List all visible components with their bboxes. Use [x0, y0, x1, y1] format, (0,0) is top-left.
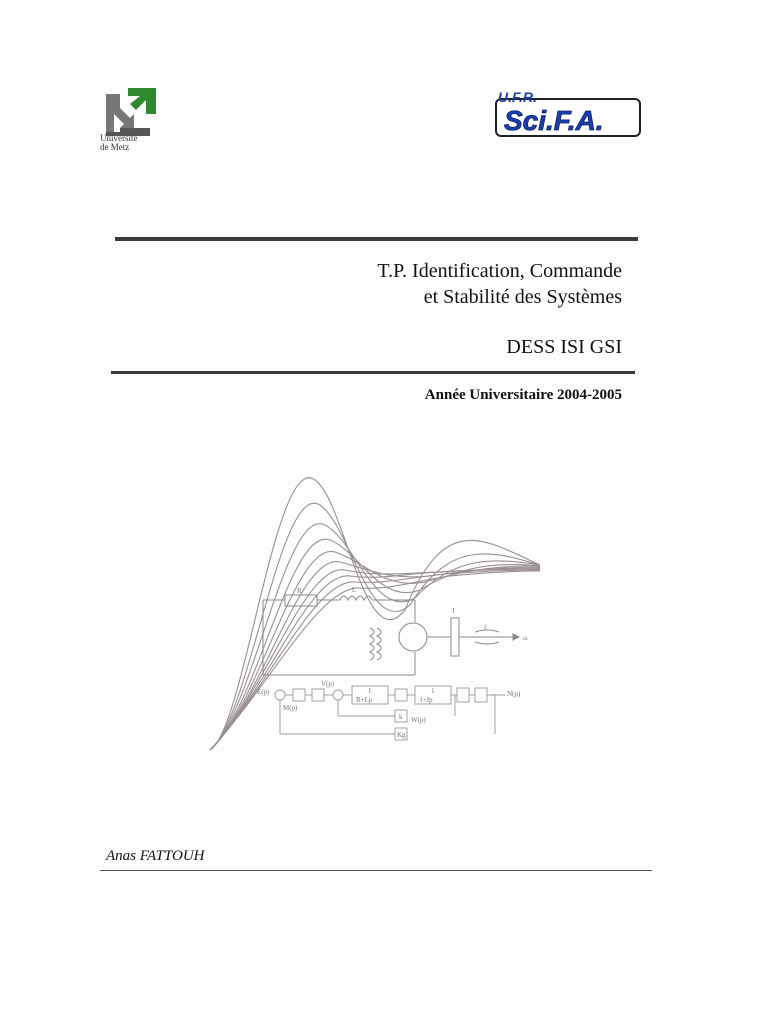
ufr-main-text: Sci.F.A.	[504, 105, 604, 136]
universite-de-metz-logo	[100, 88, 162, 166]
fig-label-vp: V(p)	[321, 680, 335, 688]
block-diagram	[275, 686, 505, 740]
fig-label-j: J	[452, 607, 455, 615]
fig-label-wp: W(p)	[411, 716, 426, 724]
fig-label-l: L	[352, 586, 357, 594]
fig-label-np: N(p)	[507, 690, 521, 698]
university-line1: Université	[100, 133, 138, 143]
fig-block2-num: 1	[431, 687, 435, 695]
title-line1: T.P. Identification, Commande	[377, 260, 622, 282]
fig-label-f: f	[484, 624, 487, 632]
fig-label-ep: E(p)	[257, 688, 270, 696]
author-name: Anas FATTOUH	[106, 848, 205, 864]
step-response-curves	[210, 478, 540, 750]
fig-label-k: k	[399, 713, 403, 721]
metz-logo-icon	[106, 88, 156, 136]
program-title: DESS ISI GSI	[506, 336, 622, 358]
ufr-top-text: U.F.R.	[498, 89, 537, 105]
cover-figure	[205, 470, 545, 760]
title-line2: et Stabilité des Systèmes	[423, 286, 622, 308]
title-rule-top	[115, 237, 638, 241]
author-rule	[100, 870, 652, 871]
fig-block2-den: f+Jp	[420, 696, 433, 704]
academic-year: Année Universitaire 2004-2005	[424, 387, 622, 403]
fig-label-omega: ω	[523, 634, 528, 642]
fig-label-kg: Kg	[397, 731, 406, 739]
fig-block1-num: 1	[368, 687, 372, 695]
ufr-scifa-logo	[492, 88, 644, 140]
fig-label-r: R	[297, 587, 302, 595]
fig-label-mp: M(p)	[283, 704, 298, 712]
university-name	[100, 134, 162, 152]
title-rule-bottom	[111, 371, 635, 374]
motor-circuit	[263, 595, 519, 675]
fig-block1-den: R+Lp	[356, 696, 373, 704]
university-line2: de Metz	[100, 142, 130, 152]
